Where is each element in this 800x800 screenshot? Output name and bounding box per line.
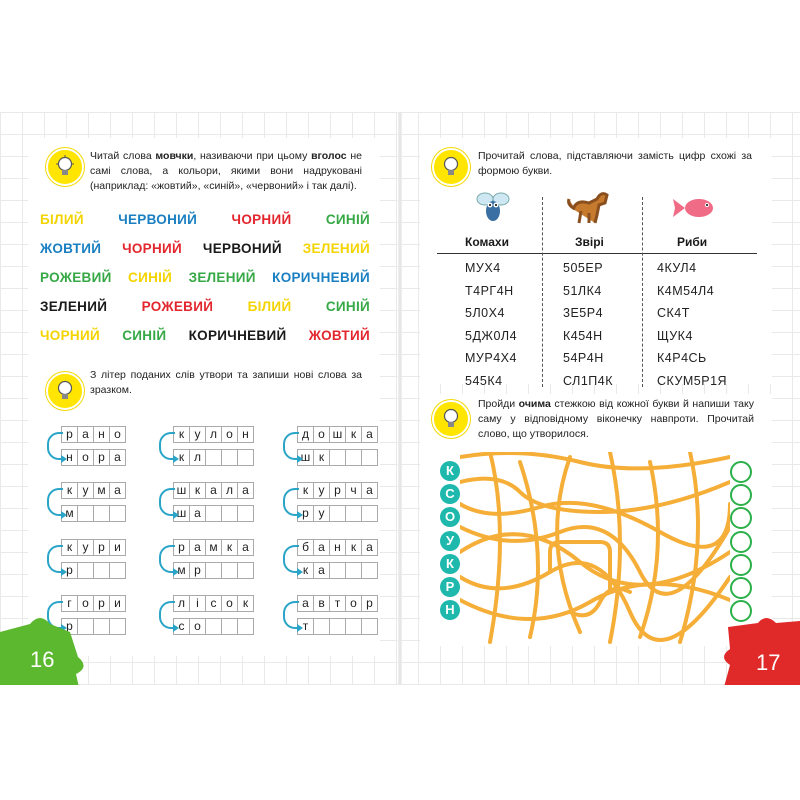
gutter xyxy=(398,112,402,685)
answer-word[interactable] xyxy=(173,505,253,522)
source-word xyxy=(61,482,125,499)
answer-cell[interactable] xyxy=(313,618,330,635)
letter-cell: о xyxy=(345,595,362,612)
color-word: ЧЕРВОНИЙ xyxy=(202,241,282,256)
color-word: СИНІЙ xyxy=(128,270,173,285)
answer-word[interactable] xyxy=(297,505,377,522)
maze-start-letter: У xyxy=(440,531,460,551)
stroop-row xyxy=(40,263,370,292)
letter-cell: у xyxy=(77,539,94,556)
lightbulb-icon xyxy=(46,372,84,410)
book-spread xyxy=(0,112,800,685)
letter-cell: ш xyxy=(329,426,346,443)
answer-cell[interactable] xyxy=(361,618,378,635)
cipher-word: МУХ4 xyxy=(465,261,501,275)
letter-cell: н xyxy=(237,426,254,443)
answer-word[interactable] xyxy=(173,449,253,466)
letter-cell: у xyxy=(313,482,330,499)
column-header: Звірі xyxy=(575,235,604,249)
answer-word[interactable] xyxy=(297,449,377,466)
table-divider xyxy=(437,253,757,254)
anagram-exercise xyxy=(297,595,377,635)
answer-cell[interactable]: а xyxy=(313,562,330,579)
answer-cell[interactable]: р xyxy=(297,505,314,522)
answer-cell[interactable]: ш xyxy=(173,505,190,522)
cipher-word: 3Е5Р4 xyxy=(563,306,604,320)
answer-cell[interactable] xyxy=(361,449,378,466)
stroop-word-grid xyxy=(40,205,370,350)
answer-cell[interactable] xyxy=(221,618,238,635)
stroop-row xyxy=(40,292,370,321)
answer-cell[interactable]: н xyxy=(61,449,78,466)
answer-cell[interactable]: к xyxy=(313,449,330,466)
color-word: ЖОВТИЙ xyxy=(308,328,370,343)
letter-cell: и xyxy=(109,595,126,612)
anagram-exercise xyxy=(297,539,377,579)
letter-cell: т xyxy=(329,595,346,612)
letter-cell: р xyxy=(329,482,346,499)
stroop-row xyxy=(40,234,370,263)
answer-cell[interactable]: р xyxy=(61,562,78,579)
cipher-word: МУР4Х4 xyxy=(465,351,517,365)
answer-cell[interactable] xyxy=(93,562,110,579)
answer-cell[interactable]: а xyxy=(189,505,206,522)
page-number-right: 17 xyxy=(756,650,781,675)
letter-cell: а xyxy=(237,482,254,499)
horse-icon xyxy=(567,189,611,225)
maze-start-letter: О xyxy=(440,507,460,527)
letter-cell: к xyxy=(237,595,254,612)
letter-cell: а xyxy=(237,539,254,556)
arrow-icon xyxy=(283,545,299,573)
color-word: СИНІЙ xyxy=(325,212,370,227)
source-word xyxy=(173,426,253,443)
letter-cell: к xyxy=(297,482,314,499)
source-word xyxy=(297,539,377,556)
answer-cell[interactable]: о xyxy=(189,618,206,635)
maze-start-letter: К xyxy=(440,461,460,481)
answer-cell[interactable] xyxy=(221,562,238,579)
fly-icon xyxy=(475,191,511,225)
maze-start-letter: К xyxy=(440,554,460,574)
answer-cell[interactable] xyxy=(237,449,254,466)
letter-cell: к xyxy=(221,539,238,556)
letter-cell: к xyxy=(189,482,206,499)
letter-cell: р xyxy=(93,539,110,556)
anagram-exercise xyxy=(173,539,253,579)
anagram-exercise xyxy=(297,482,377,522)
answer-word[interactable] xyxy=(61,562,125,579)
answer-cell[interactable] xyxy=(205,618,222,635)
letter-cell: к xyxy=(173,426,190,443)
maze-start-letter: С xyxy=(440,484,460,504)
letter-cell: а xyxy=(109,482,126,499)
answer-cell[interactable] xyxy=(205,562,222,579)
source-word xyxy=(173,482,253,499)
cipher-word: СКУМ5Р1Я xyxy=(657,373,728,388)
letter-cell: ш xyxy=(173,482,190,499)
color-word: СИНІЙ xyxy=(325,299,370,314)
answer-cell[interactable]: м xyxy=(61,505,78,522)
letter-cell: р xyxy=(61,426,78,443)
maze-lines xyxy=(460,452,730,647)
letter-cell: р xyxy=(173,539,190,556)
letter-cell: л xyxy=(205,426,222,443)
cipher-word: ЩУК4 xyxy=(657,328,693,343)
answer-cell[interactable] xyxy=(221,505,238,522)
letter-cell: у xyxy=(189,426,206,443)
lightbulb-icon xyxy=(432,400,470,438)
letter-cell: л xyxy=(173,595,190,612)
answer-cell[interactable]: р xyxy=(189,562,206,579)
source-word xyxy=(297,426,377,443)
source-word xyxy=(173,539,253,556)
answer-cell[interactable] xyxy=(77,505,94,522)
letter-cell: м xyxy=(93,482,110,499)
color-word: РОЖЕВИЙ xyxy=(40,270,112,285)
cipher-word: СК4Т xyxy=(657,306,690,320)
color-word: ЗЕЛЕНИЙ xyxy=(302,241,370,256)
cipher-word: 51ЛК4 xyxy=(563,283,602,298)
arrow-icon xyxy=(283,488,299,516)
answer-cell[interactable] xyxy=(345,505,362,522)
cipher-word: К4М54Л4 xyxy=(657,283,715,298)
color-word: ЧОРНИЙ xyxy=(122,241,183,256)
letter-cell: у xyxy=(77,482,94,499)
anagram-exercise xyxy=(61,426,125,466)
arrow-icon xyxy=(159,601,175,629)
cipher-word: 5Л0Х4 xyxy=(465,306,505,320)
arrow-icon xyxy=(47,545,63,573)
color-word: СИНІЙ xyxy=(122,328,167,343)
color-word: КОРИЧНЕВИЙ xyxy=(272,270,370,285)
color-word: КОРИЧНЕВИЙ xyxy=(188,328,287,343)
answer-cell[interactable] xyxy=(345,562,362,579)
letter-cell: г xyxy=(61,595,78,612)
letter-cell: н xyxy=(93,426,110,443)
answer-word[interactable] xyxy=(61,449,125,466)
answer-cell[interactable] xyxy=(93,505,110,522)
letter-cell: а xyxy=(297,595,314,612)
answer-cell[interactable]: о xyxy=(77,449,94,466)
color-word: ЧЕРВОНИЙ xyxy=(118,212,198,227)
answer-word[interactable] xyxy=(297,562,377,579)
answer-cell[interactable] xyxy=(93,618,110,635)
answer-cell[interactable] xyxy=(237,562,254,579)
answer-cell[interactable] xyxy=(329,618,346,635)
cipher-word: СЛ1П4К xyxy=(563,373,613,388)
lightbulb-icon xyxy=(46,148,84,186)
letter-cell: н xyxy=(329,539,346,556)
color-word: БІЛИЙ xyxy=(40,212,84,227)
answer-cell[interactable]: т xyxy=(297,618,314,635)
answer-cell[interactable] xyxy=(329,562,346,579)
letter-cell: а xyxy=(361,482,378,499)
answer-cell[interactable]: у xyxy=(313,505,330,522)
answer-cell[interactable] xyxy=(109,562,126,579)
color-word: ЧОРНИЙ xyxy=(40,328,100,343)
color-word: ЖОВТИЙ xyxy=(40,241,102,256)
left-task2-instruction: З літер поданих слів утвори та запиши нові слова за зразком. xyxy=(90,369,362,396)
lightbulb-icon xyxy=(432,148,470,186)
cipher-word: 505ЕР xyxy=(563,261,604,275)
left-task1-instruction: Читай слова мовчки, називаючи при цьому вголос не самі слова, а кольори, якими вони надруковані (наприклад: «жовтий», «синій», «червоний» і так далі). xyxy=(90,150,362,192)
letter-cell: к xyxy=(61,482,78,499)
color-word: ЗЕЛЕНИЙ xyxy=(188,270,256,285)
answer-cell[interactable] xyxy=(109,618,126,635)
answer-circle[interactable] xyxy=(730,554,752,576)
letter-cell: і xyxy=(189,595,206,612)
cipher-word: К4Р4СЬ xyxy=(657,351,707,365)
color-word: БІЛИЙ xyxy=(247,299,292,314)
source-word xyxy=(61,595,125,612)
maze-start-letter: Р xyxy=(440,577,460,597)
arrow-icon xyxy=(159,488,175,516)
source-word xyxy=(61,539,125,556)
cipher-word: 545К4 xyxy=(465,373,503,388)
page-number-left: 16 xyxy=(30,647,55,672)
letter-cell: а xyxy=(205,482,222,499)
letter-cell: к xyxy=(345,426,362,443)
letter-cell: о xyxy=(77,595,94,612)
color-word: ЗЕЛЕНИЙ xyxy=(40,299,108,314)
answer-cell[interactable]: м xyxy=(173,562,190,579)
right-task2-instruction: Пройди очима стежкою від кожної букви й напиши таку саму у відповідному віконечку навпроти. Прочитай слово, що утворилося. xyxy=(478,398,754,440)
answer-cell[interactable] xyxy=(109,505,126,522)
letter-cell: в xyxy=(313,595,330,612)
cipher-word: 4КУЛ4 xyxy=(657,261,697,275)
stroop-row xyxy=(40,205,370,234)
letter-cell: ч xyxy=(345,482,362,499)
letter-cell: б xyxy=(297,539,314,556)
letter-cell: к xyxy=(345,539,362,556)
color-word: РОЖЕВИЙ xyxy=(141,299,214,314)
letter-cell: о xyxy=(313,426,330,443)
answer-cell[interactable]: а xyxy=(109,449,126,466)
arrow-icon xyxy=(47,488,63,516)
answer-cell[interactable]: с xyxy=(173,618,190,635)
answer-cell[interactable]: р xyxy=(93,449,110,466)
answer-cell[interactable]: к xyxy=(173,449,190,466)
letter-cell: а xyxy=(77,426,94,443)
arrow-icon xyxy=(283,432,299,460)
column-divider xyxy=(542,197,543,387)
anagram-exercise xyxy=(173,482,253,522)
answer-word[interactable] xyxy=(173,618,253,635)
letter-cell: о xyxy=(221,595,238,612)
letter-cell: д xyxy=(297,426,314,443)
color-word: ЧОРНИЙ xyxy=(231,212,292,227)
answer-circle[interactable] xyxy=(730,531,752,553)
answer-cell[interactable] xyxy=(329,505,346,522)
letter-cell: а xyxy=(361,426,378,443)
answer-cell[interactable] xyxy=(329,449,346,466)
stroop-row xyxy=(40,321,370,350)
letter-cell: л xyxy=(221,482,238,499)
column-header: Комахи xyxy=(465,235,509,249)
answer-cell[interactable] xyxy=(345,449,362,466)
answer-word[interactable] xyxy=(173,562,253,579)
column-header: Риби xyxy=(677,235,708,249)
arrow-icon xyxy=(159,545,175,573)
answer-cell[interactable]: р xyxy=(61,618,78,635)
answer-cell[interactable] xyxy=(205,449,222,466)
anagram-exercise xyxy=(173,426,253,466)
answer-cell[interactable] xyxy=(361,505,378,522)
arrow-icon xyxy=(283,601,299,629)
answer-cell[interactable] xyxy=(221,449,238,466)
anagram-exercise xyxy=(297,426,377,466)
answer-circle[interactable] xyxy=(730,461,752,483)
answer-word[interactable] xyxy=(61,505,125,522)
letter-cell: и xyxy=(109,539,126,556)
answer-word[interactable] xyxy=(297,618,377,635)
answer-cell[interactable] xyxy=(77,562,94,579)
letter-cell: о xyxy=(221,426,238,443)
letter-cell: м xyxy=(205,539,222,556)
anagram-exercise xyxy=(61,482,125,522)
cipher-word: 5ДЖ0Л4 xyxy=(465,328,518,343)
answer-cell[interactable]: ш xyxy=(297,449,314,466)
letter-cell: к xyxy=(61,539,78,556)
right-task1-instruction: Прочитай слова, підставляючи замість цифр схожі за формою букви. xyxy=(478,150,752,177)
source-word xyxy=(297,595,377,612)
answer-cell[interactable] xyxy=(237,618,254,635)
letter-cell: о xyxy=(109,426,126,443)
answer-cell[interactable] xyxy=(205,505,222,522)
source-word xyxy=(173,595,253,612)
cipher-word: Т4РГ4Н xyxy=(465,283,514,298)
anagram-exercise xyxy=(173,595,253,635)
answer-cell[interactable]: л xyxy=(189,449,206,466)
arrow-icon xyxy=(159,432,175,460)
answer-cell[interactable]: к xyxy=(297,562,314,579)
answer-circle[interactable] xyxy=(730,577,752,599)
source-word xyxy=(61,426,125,443)
letter-cell: а xyxy=(361,539,378,556)
answer-cell[interactable] xyxy=(237,505,254,522)
fish-icon xyxy=(671,195,719,221)
letter-cell: р xyxy=(361,595,378,612)
cipher-word: 54Р4Н xyxy=(563,351,604,365)
column-divider xyxy=(642,197,643,387)
arrow-icon xyxy=(47,432,63,460)
maze-start-letter: Н xyxy=(440,600,460,620)
answer-cell[interactable] xyxy=(345,618,362,635)
anagram-exercise xyxy=(61,539,125,579)
letter-cell: а xyxy=(189,539,206,556)
letter-cell: р xyxy=(93,595,110,612)
answer-cell[interactable] xyxy=(361,562,378,579)
cipher-word: К454Н xyxy=(563,328,603,343)
source-word xyxy=(297,482,377,499)
letter-cell: а xyxy=(313,539,330,556)
letter-cell: с xyxy=(205,595,222,612)
